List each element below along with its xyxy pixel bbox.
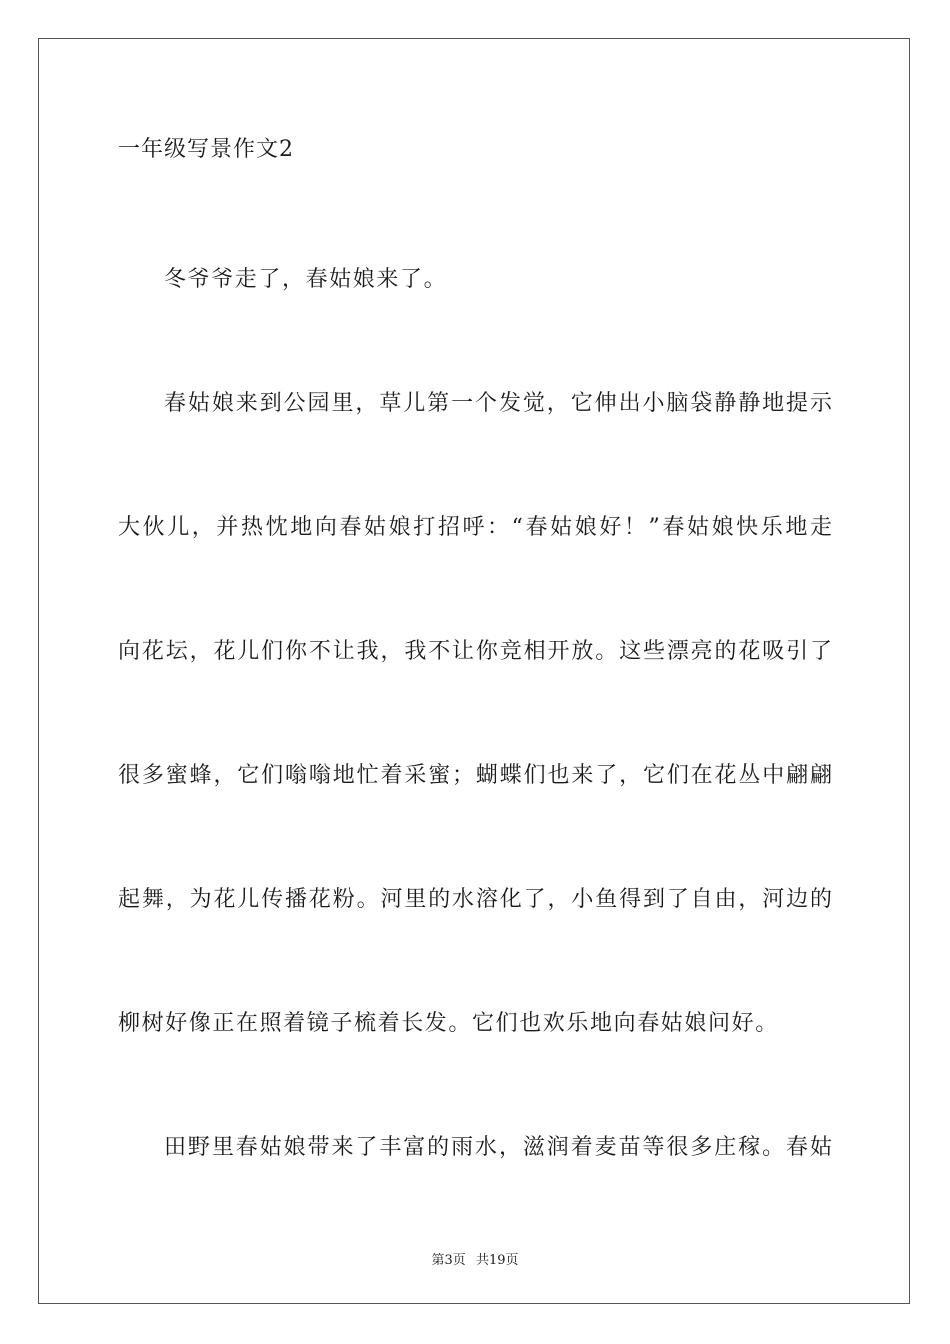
page-number: 第3页 (431, 1253, 466, 1268)
paragraph-line: 冬爷爷走了，春姑娘来了。 (164, 267, 448, 292)
paragraph-line: 春姑娘来到公园里，草儿第一个发觉，它伸出小脑袋静静地提示 (164, 391, 832, 416)
paragraph-line: 向花坛，花儿们你不让我，我不让你竞相开放。这些漂亮的花吸引了 (118, 639, 832, 664)
page-footer (0, 1249, 950, 1268)
document-title: 一年级写景作文2 (118, 137, 294, 162)
paragraph-line: 田野里春姑娘带来了丰富的雨水，滋润着麦苗等很多庄稼。春姑 (164, 1135, 832, 1160)
total-pages: 共19页 (475, 1253, 519, 1268)
paragraph-line: 大伙儿，并热忱地向春姑娘打招呼：“春姑娘好！”春姑娘快乐地走 (118, 515, 832, 540)
paragraph-line: 柳树好像正在照着镜子梳着长发。它们也欢乐地向春姑娘问好。 (118, 1011, 779, 1036)
paragraph-line: 很多蜜蜂，它们嗡嗡地忙着采蜜；蝴蝶们也来了，它们在花丛中翩翩 (118, 763, 832, 788)
page-border (38, 38, 910, 1304)
paragraph-line: 起舞，为花儿传播花粉。河里的水溶化了，小鱼得到了自由，河边的 (118, 887, 832, 912)
